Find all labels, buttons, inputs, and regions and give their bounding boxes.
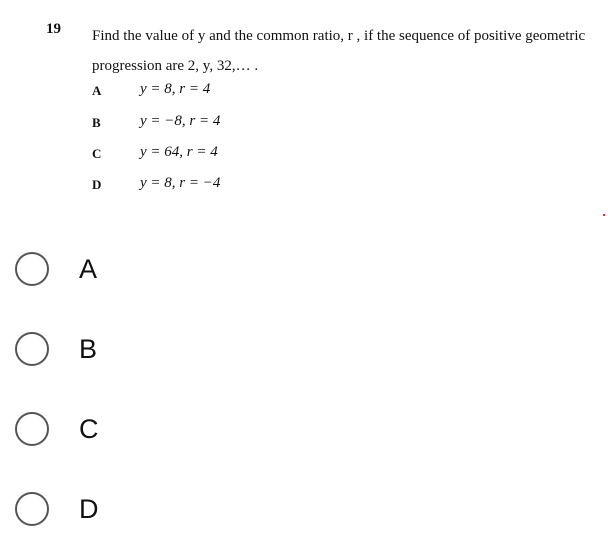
answer-label-d: D [79, 494, 99, 524]
stray-dot [603, 214, 605, 216]
answer-option-a[interactable] [0, 243, 300, 299]
option-b-letter: B [92, 115, 101, 130]
answer-option-b[interactable] [0, 323, 300, 379]
option-b-text: y = −8, r = 4 [140, 113, 221, 129]
question-number: 19 [46, 21, 61, 37]
answer-option-c[interactable] [0, 403, 300, 459]
option-c-text: y = 64, r = 4 [140, 144, 218, 160]
option-d-letter: D [92, 177, 102, 192]
option-a-text: y = 8, r = 4 [140, 81, 211, 97]
option-a-letter: A [92, 83, 102, 98]
answer-label-b: B [79, 334, 98, 364]
question-text: Find the value of y and the common ratio, r , if the sequence of positive geometric progression are 2, y, 32,… . [92, 28, 586, 74]
answer-label-c: C [79, 414, 99, 444]
answer-option-d[interactable] [0, 483, 300, 539]
question-image [0, 0, 608, 210]
radio-button-a[interactable] [15, 252, 49, 286]
radio-button-b[interactable] [15, 332, 49, 366]
answer-label-a: A [79, 254, 98, 284]
radio-button-d[interactable] [15, 492, 49, 526]
option-c-letter: C [92, 146, 102, 161]
radio-button-c[interactable] [15, 412, 49, 446]
option-d-text: y = 8, r = −4 [140, 175, 221, 191]
